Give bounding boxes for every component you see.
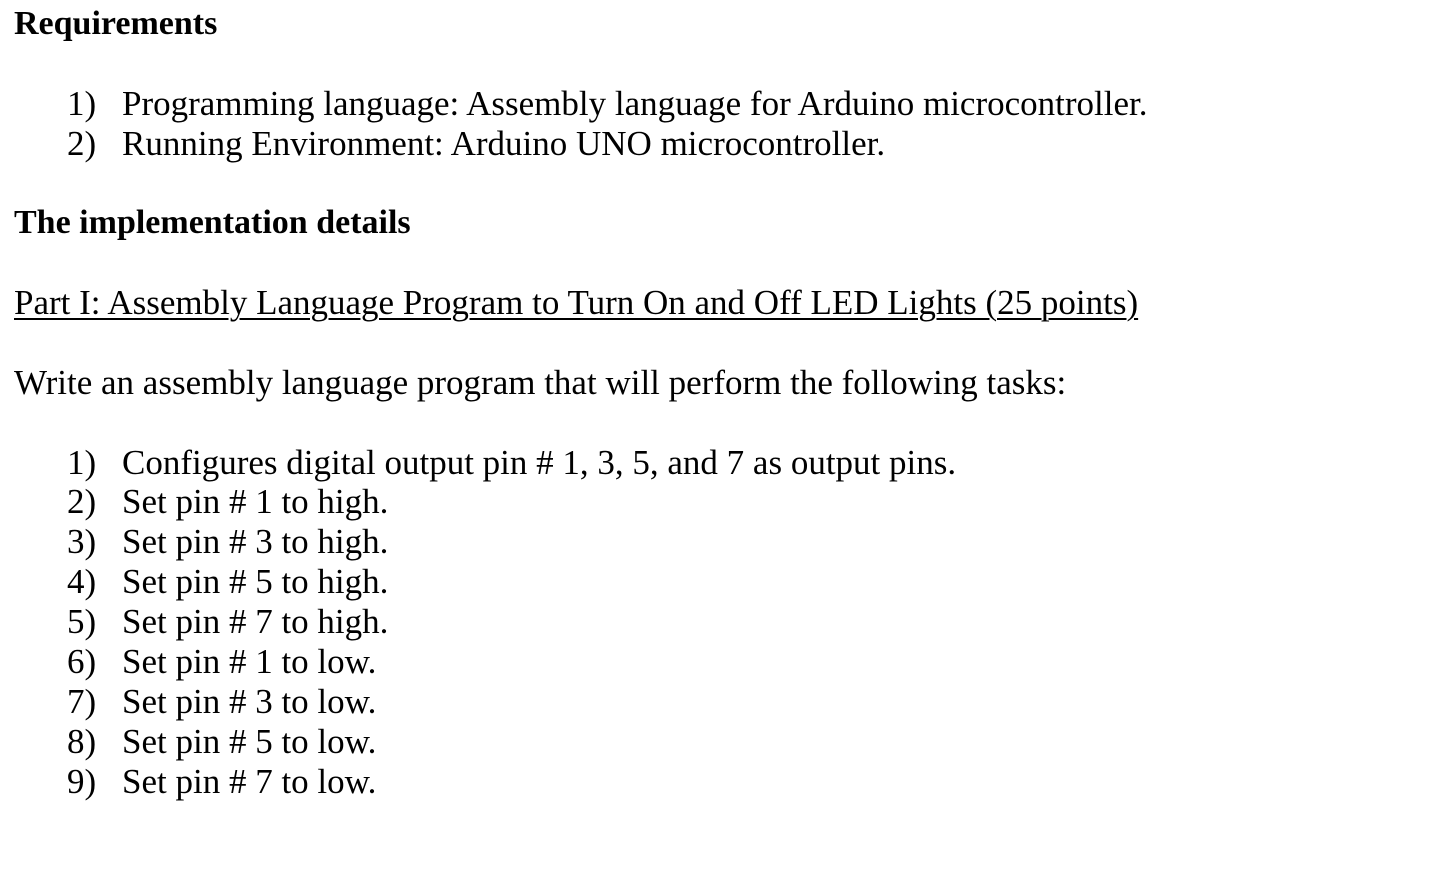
list-text: Set pin # 5 to low. <box>122 722 377 761</box>
requirements-heading: Requirements <box>14 5 218 42</box>
requirement-item <box>67 84 1147 124</box>
part1-intro: Write an assembly language program that will perform the following tasks: <box>14 363 1067 402</box>
list-number: 6) <box>67 642 97 681</box>
part1-title: Part I: Assembly Language Program to Turn On and Off LED Lights (25 points) <box>14 283 1139 322</box>
list-number: 7) <box>67 682 97 721</box>
list-text: Running Environment: Arduino UNO microcontroller. <box>122 124 886 163</box>
list-text: Set pin # 7 to high. <box>122 602 389 641</box>
list-text: Set pin # 1 to low. <box>122 642 377 681</box>
task-item <box>67 522 388 562</box>
list-number: 8) <box>67 722 97 761</box>
list-text: Configures digital output pin # 1, 3, 5, and 7 as output pins. <box>122 443 957 482</box>
requirement-item <box>67 124 885 164</box>
task-item <box>67 722 376 762</box>
list-number: 9) <box>67 762 97 801</box>
list-number: 5) <box>67 602 97 641</box>
list-text: Set pin # 7 to low. <box>122 762 377 801</box>
list-text: Set pin # 3 to high. <box>122 522 389 561</box>
list-text: Set pin # 5 to high. <box>122 562 389 601</box>
list-number: 1) <box>67 443 97 482</box>
implementation-heading: The implementation details <box>14 204 411 241</box>
task-item <box>67 482 388 522</box>
task-item <box>67 682 376 722</box>
task-item <box>67 762 376 802</box>
list-text: Set pin # 3 to low. <box>122 682 377 721</box>
list-number: 2) <box>67 124 97 163</box>
task-item <box>67 443 956 483</box>
task-item <box>67 602 388 642</box>
task-item <box>67 642 376 682</box>
list-number: 4) <box>67 562 97 601</box>
list-number: 3) <box>67 522 97 561</box>
list-number: 1) <box>67 84 97 123</box>
list-text: Set pin # 1 to high. <box>122 482 389 521</box>
list-text: Programming language: Assembly language for Arduino microcontroller. <box>122 84 1148 123</box>
list-number: 2) <box>67 482 97 521</box>
task-item <box>67 562 388 602</box>
